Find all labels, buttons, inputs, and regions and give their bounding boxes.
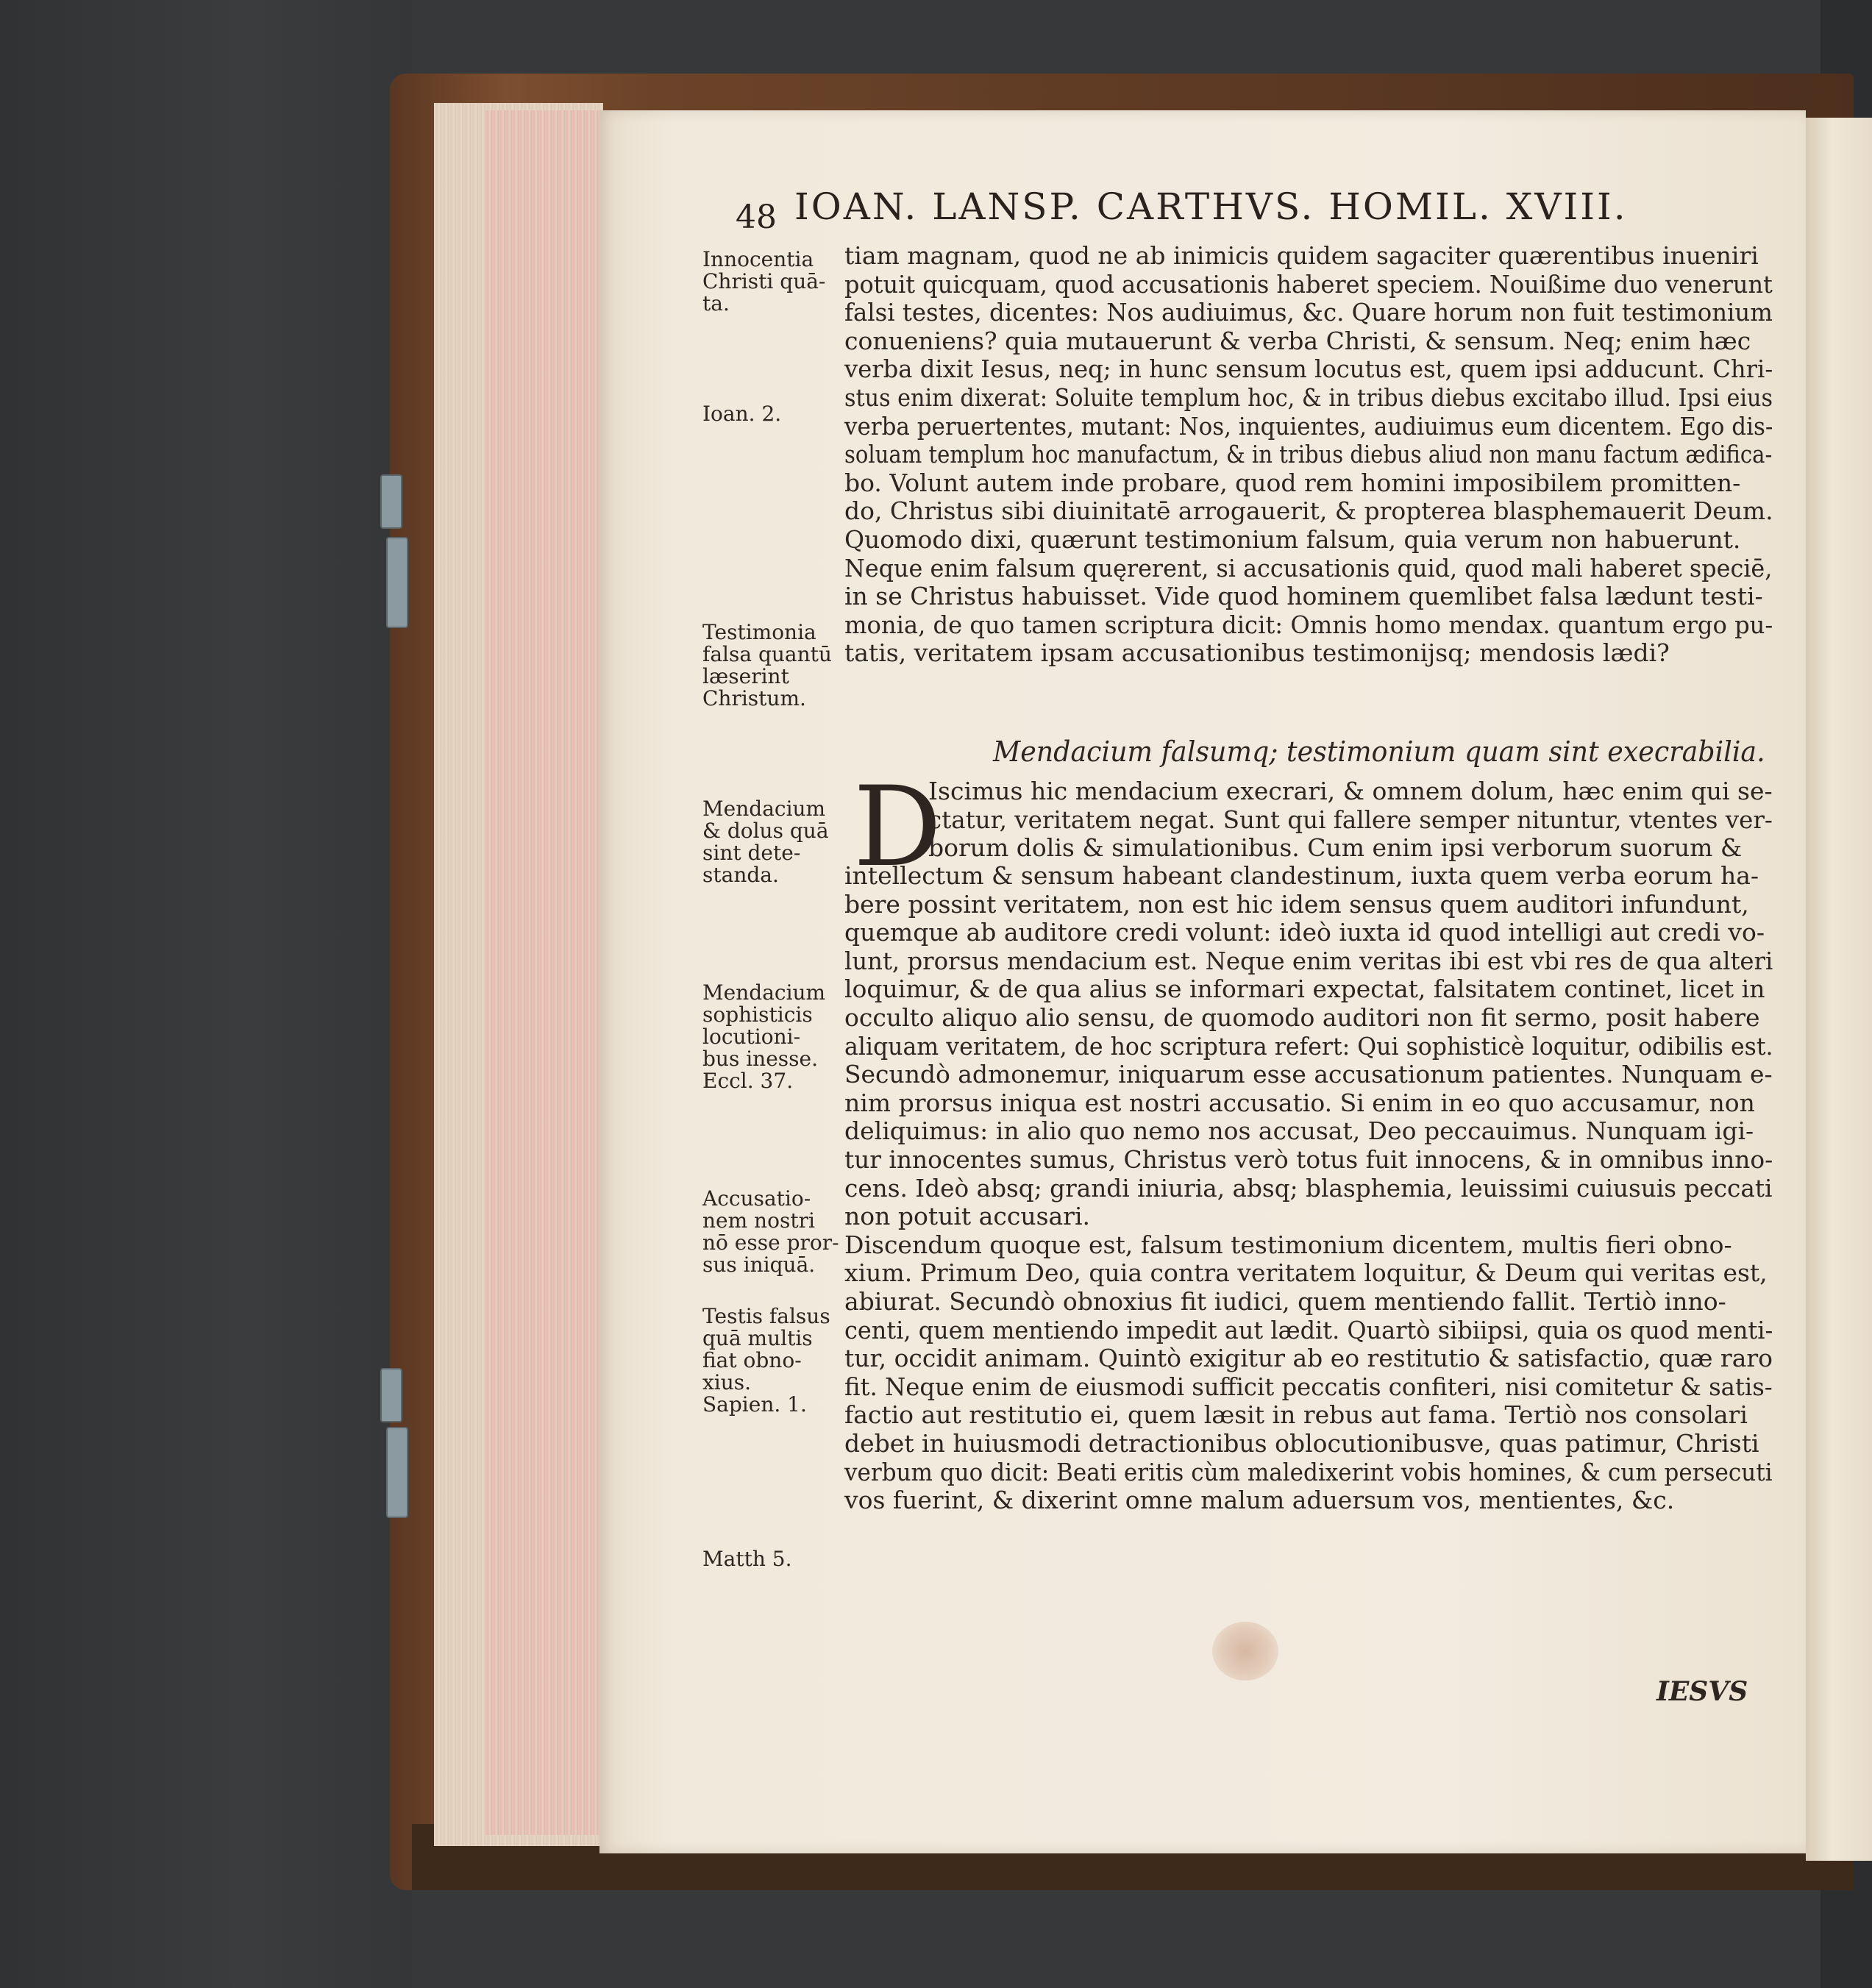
running-head: IOAN. LANSP. CARTHVS. HOMIL. XVIII.	[794, 185, 1628, 228]
text-line: deliquimus: in alio quo nemo nos accusat, Deo peccauimus. Nunquam igi-	[844, 1116, 1754, 1146]
text-line: Iscimus hic mendacium execrari, & omnem dolum, hæc enim qui se-	[928, 777, 1773, 805]
text-line: bo. Volunt autem inde probare, quod rem homini imposibilem promitten-	[844, 468, 1741, 497]
text-line: ctatur, veritatem negat. Sunt qui fallere semper nituntur, vtentes ver-	[928, 805, 1773, 834]
margin-note: Matth 5.	[702, 1547, 792, 1571]
section-heading: Mendacium falsumq; testimonium quam sint execrabilia.	[993, 735, 1765, 768]
text-line: vos fuerint, & dixerint omne malum aduersum vos, mentientes, &c.	[844, 1486, 1675, 1515]
text-line: bere possint veritatem, non est hic idem sensus quem auditori infundunt,	[844, 889, 1749, 919]
margin-note: Ioan. 2.	[702, 402, 782, 426]
margin-note: Testis falsus quā multis fiat obno- xius. Sapien. 1.	[702, 1304, 830, 1417]
margin-note: Testimonia falsa quantū læserint Christum.	[702, 620, 832, 710]
text-line: monia, de quo tamen scriptura dicit: Omnis homo mendax. quantum ergo pu-	[844, 610, 1773, 639]
text-line: occulto aliquo alio sensu, de quomodo auditori non fit sermo, posit habere	[844, 1003, 1760, 1032]
text-line: Quomodo dixi, quærunt testimonium falsum, quia verum non habuerunt.	[844, 525, 1741, 554]
text-line: falsi testes, dicentes: Nos audiuimus, &c. Quare horum non fuit testimonium	[844, 298, 1773, 327]
text-line: abiurat. Secundò obnoxius fit iudici, quem mentiendo fallit. Tertiò inno-	[844, 1287, 1726, 1316]
drop-cap-initial: D	[853, 763, 942, 891]
text-line: xium. Primum Deo, quia contra veritatem loquitur, & Deum qui veritas est,	[844, 1258, 1768, 1288]
text-line: aliquam veritatem, de hoc scriptura refert: Qui sophisticè loquitur, odibilis est.	[844, 1031, 1773, 1061]
margin-note: Mendacium & dolus quā sint dete- standa.	[702, 797, 829, 887]
text-line: verba dixit Iesus, neq; in hunc sensum locutus est, quem ipsi adducunt. Chri-	[844, 355, 1773, 384]
text-line: intellectum & sensum habeant clandestinum, iuxta quem verba eorum ha-	[844, 861, 1759, 890]
margin-note: Accusatio- nem nostri nō esse pror- sus iniquā.	[702, 1186, 839, 1277]
text-line: nim prorsus iniqua est nostri accusatio. Si enim in eo quo accusamur, non	[844, 1088, 1755, 1117]
text-line: factio aut restitutio ei, quem læsit in rebus aut fama. Tertiò nos consolari	[844, 1400, 1748, 1430]
text-line: non potuit accusari.	[844, 1202, 1090, 1231]
text-line: in se Christus habuisset. Vide quod hominem quemlibet falsa lædunt testi-	[844, 582, 1763, 611]
text-line: tur innocentes sumus, Christus verò totus fuit innocens, & in omnibus inno-	[844, 1145, 1773, 1174]
text-line: do, Christus sibi diuinitatē arrogauerit, & propterea blasphemauerit Deum.	[844, 496, 1773, 526]
text-line: loquimur, & de qua alius se informari expectat, falsitatem continet, licet in	[844, 975, 1765, 1004]
text-line: fit. Neque enim de eiusmodi sufficit peccatis confiteri, nisi comitetur & satis-	[844, 1372, 1773, 1401]
text-line: tatis, veritatem ipsam accusationibus testimonijsq; mendosis lædi?	[844, 638, 1670, 668]
page-stain	[1212, 1622, 1278, 1681]
text-line: debet in huiusmodi detractionibus oblocutionibusve, quas patimur, Christi	[844, 1429, 1759, 1458]
table-surface-left	[0, 0, 412, 1988]
clasp-top-lower	[386, 537, 408, 628]
facing-page-edge	[1806, 118, 1872, 1861]
text-line: Secundò admonemur, iniquarum esse accusationum patientes. Nunquam e-	[844, 1060, 1773, 1089]
text-line: cens. Ideò absq; grandi iniuria, absq; blasphemia, leuissimi cuiusuis peccati	[844, 1173, 1773, 1203]
text-line: centi, quem mentiendo impedit aut lædit. Quartò sibiipsi, quia os quod menti-	[844, 1315, 1773, 1344]
page-number: 48	[736, 199, 777, 236]
clasp-top-upper	[380, 474, 402, 529]
text-line: lunt, prorsus mendacium est. Neque enim veritas ibi est vbi res de qua alteri	[844, 946, 1773, 975]
text-line: potuit quicquam, quod accusationis haberet speciem. Nouißime duo venerunt	[844, 269, 1773, 299]
text-line: Neque enim falsum quęrerent, si accusationis quid, quod mali haberet speciē,	[844, 553, 1773, 582]
catchword: IESVS	[1656, 1676, 1748, 1707]
text-line: borum dolis & simulationibus. Cum enim ipsi verborum suorum &	[928, 833, 1743, 862]
text-line: verba peruertentes, mutant: Nos, inquientes, audiuimus eum dicentem. Ego dis-	[844, 411, 1773, 441]
text-line: conueniens? quia mutauerunt & verba Christi, & sensum. Neq; enim hæc	[844, 326, 1751, 355]
clasp-bottom-lower	[386, 1427, 408, 1518]
text-line: Discendum quoque est, falsum testimonium dicentem, multis fieri obno-	[844, 1230, 1732, 1259]
margin-note: Mendacium sophisticis locutioni- bus inesse. Eccl. 37.	[702, 980, 826, 1093]
text-line: stus enim dixerat: Soluite templum hoc, & in tribus diebus excitabo illud. Ipsi eius	[844, 383, 1773, 412]
clasp-bottom-upper	[380, 1368, 402, 1422]
text-line: soluam templum hoc manufactum, & in tribus diebus aliud non manu factum ædifica-	[844, 440, 1773, 469]
text-line: tur, occidit animam. Quintò exigitur ab eo restitutio & satisfactio, quæ raro	[844, 1344, 1773, 1373]
margin-note: Innocentia Christi quā- ta.	[702, 247, 826, 316]
page-edges-red	[485, 110, 603, 1835]
text-line: tiam magnam, quod ne ab inimicis quidem sagaciter quærentibus inueniri	[844, 241, 1759, 270]
text-line: verbum quo dicit: Beati eritis cùm maledixerint vobis homines, & cum persecuti	[844, 1457, 1773, 1486]
text-line: quemque ab auditore credi volunt: ideò iuxta id quod intelligi aut credi vo-	[844, 918, 1765, 947]
